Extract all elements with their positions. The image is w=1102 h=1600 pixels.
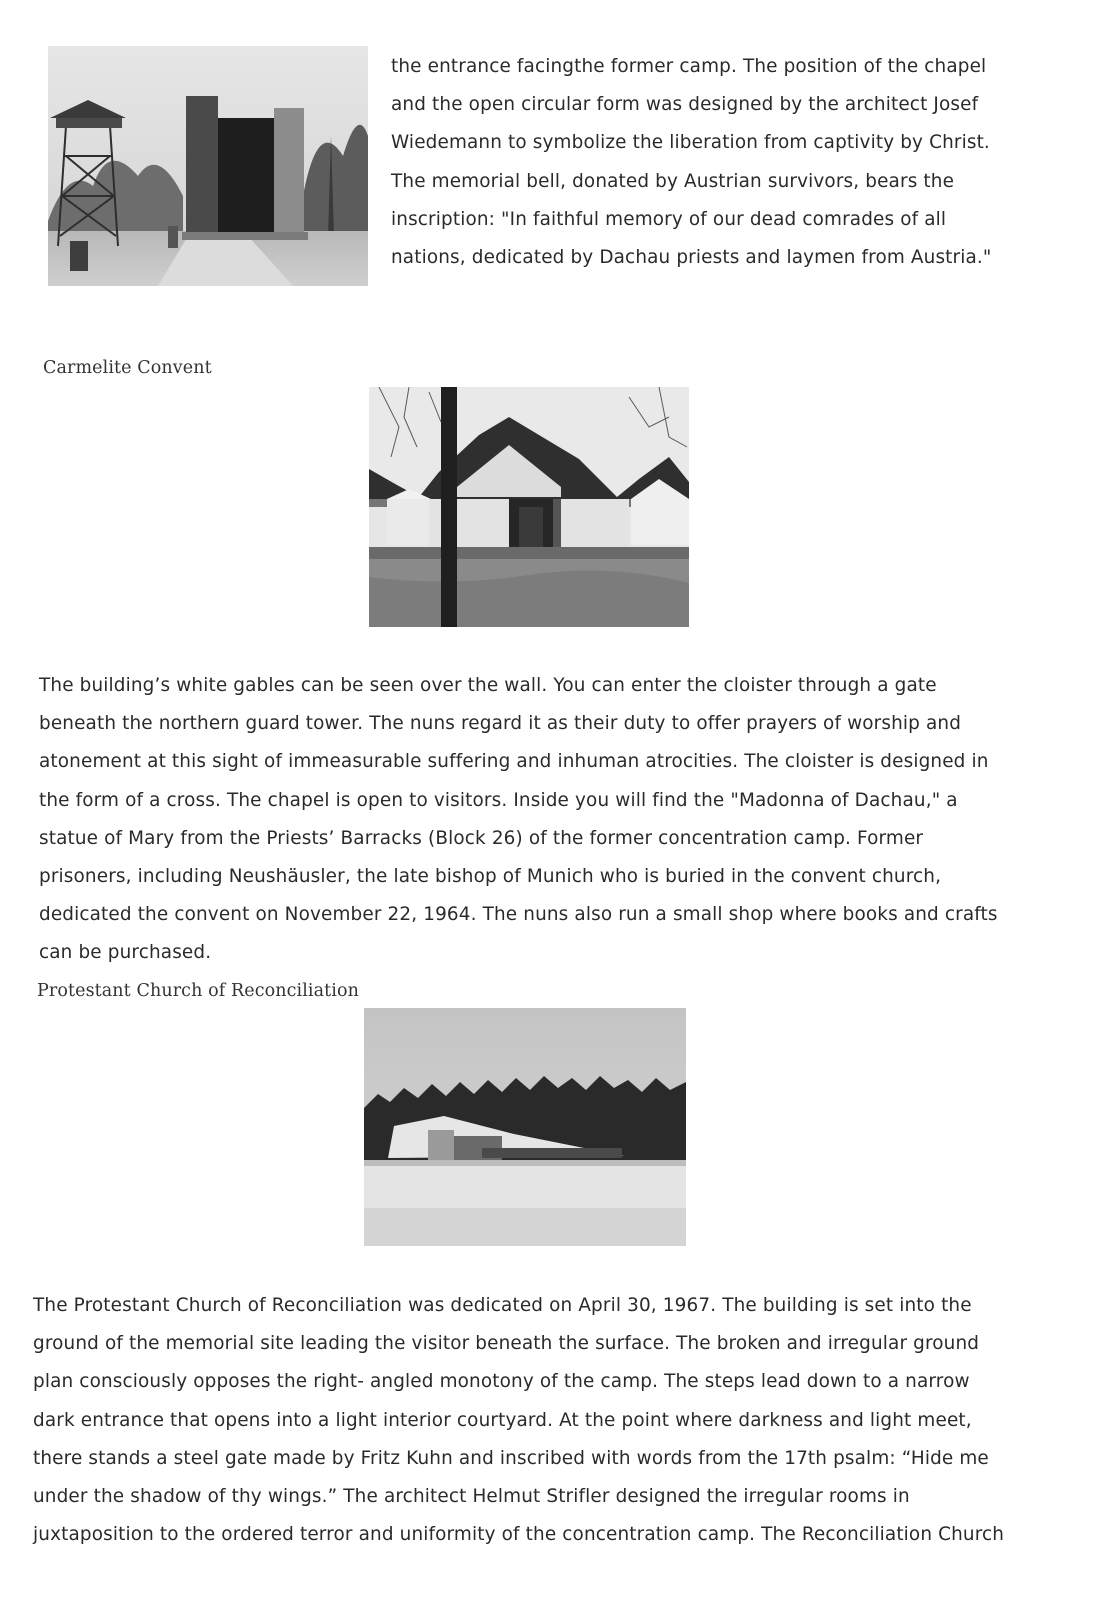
text-line: The building’s white gables can be seen over the wall. You can enter the cloister through a gate [39,675,937,696]
protestant-heading: Protestant Church of Reconciliation [37,981,359,1001]
text-line: beneath the northern guard tower. The nuns regard it as their duty to offer prayers of worship and [39,713,962,735]
text-line: under the shadow of thy wings.” The architect Helmut Strifler designed the irregular rooms in [33,1486,910,1508]
text-line: can be purchased. [39,942,212,964]
text-line: nations, dedicated by Dachau priests and laymen from Austria." [391,247,992,269]
carmelite-description [39,667,998,973]
text-line: juxtaposition to the ordered terror and uniformity of the concentration camp. The Reconciliation Church [33,1524,1005,1546]
text-line: ground of the memorial site leading the visitor beneath the surface. The broken and irregular ground [33,1333,980,1355]
text-line: the entrance facingthe former camp. The position of the chapel [391,56,987,77]
carmelite-convent-photo [369,387,689,627]
text-line: The Protestant Church of Reconciliation was dedicated on April 30, 1967. The building is set into the [33,1295,972,1316]
text-line: prisoners, including Neushäusler, the late bishop of Munich who is buried in the convent church, [39,866,942,888]
chapel-tower-photo [48,46,368,286]
protestant-description [33,1287,1004,1554]
reconciliation-church-photo [364,1008,686,1246]
text-line: statue of Mary from the Priests’ Barracks (Block 26) of the former concentration camp. Former [39,827,924,849]
carmelite-heading: Carmelite Convent [43,358,212,378]
text-line: the form of a cross. The chapel is open to visitors. Inside you will find the "Madonna of Dachau," a [39,789,958,811]
text-line: atonement at this sight of immeasurable suffering and inhuman atrocities. The cloister is designed in [39,751,989,773]
text-line: inscription: "In faithful memory of our dead comrades of all [391,208,947,230]
text-line: dedicated the convent on November 22, 1964. The nuns also run a small shop where books and crafts [39,904,998,926]
text-line: there stands a steel gate made by Fritz Kuhn and inscribed with words from the 17th psalm: “Hide me [33,1447,989,1469]
text-line: Wiedemann to symbolize the liberation from captivity by Christ. [391,132,990,154]
text-line: and the open circular form was designed by the architect Josef [391,94,979,116]
chapel-description [391,48,992,277]
text-line: plan consciously opposes the right- angled monotony of the camp. The steps lead down to a narrow [33,1371,970,1393]
text-line: The memorial bell, donated by Austrian survivors, bears the [391,170,955,192]
text-line: dark entrance that opens into a light interior courtyard. At the point where darkness and light meet, [33,1409,972,1431]
